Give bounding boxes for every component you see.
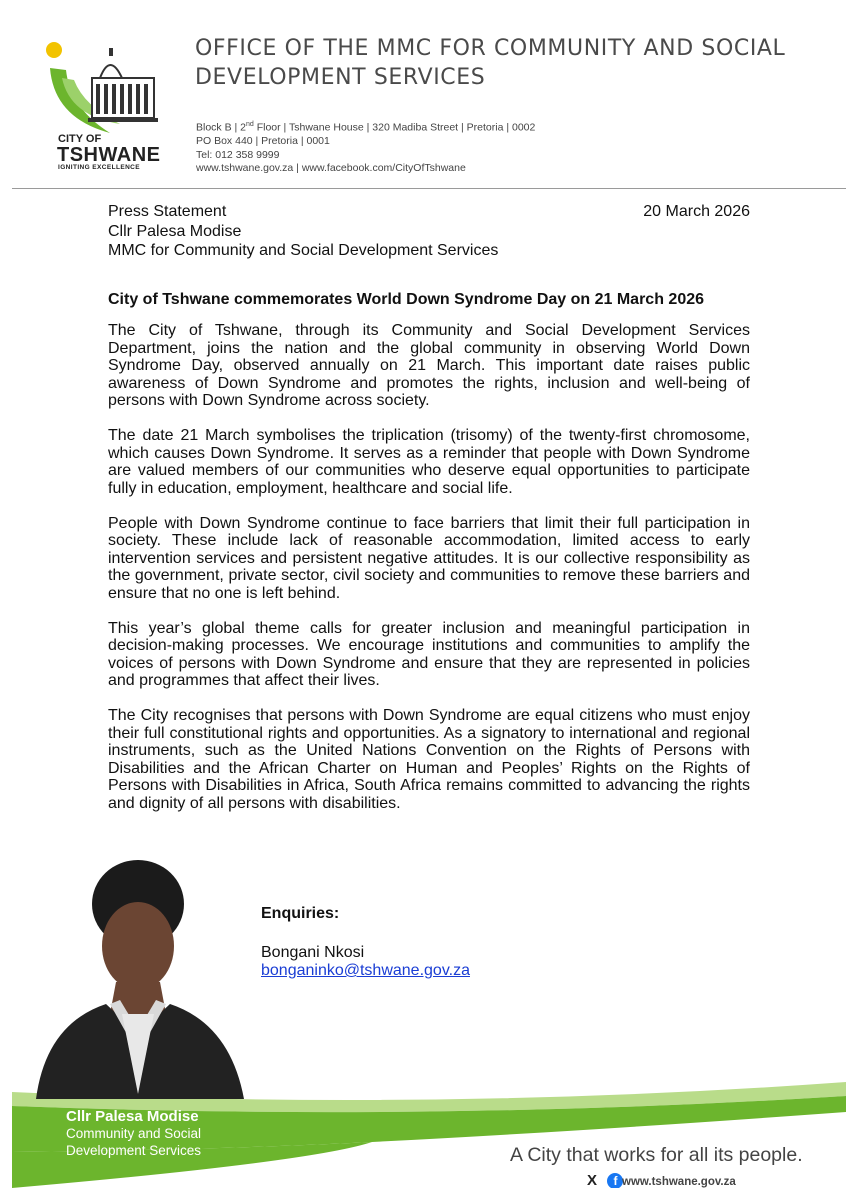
paragraph: The City of Tshwane, through its Community and Social Development Services Department, joins the nation and the global community in observing World Down Syndrome Day, observed annually on 21 March. This important date raises public awareness of Down Syndrome and promotes the rights, inclusion and well-being of persons with Down Syndrome across society.: [108, 322, 750, 409]
footer-website[interactable]: www.tshwane.gov.za: [622, 1176, 736, 1188]
office-title-line2: DEVELOPMENT SERVICES: [195, 65, 486, 90]
statement-date: 20 March 2026: [643, 203, 750, 220]
telephone: Tel: 012 358 9999: [196, 148, 280, 161]
enquiries-label: Enquiries:: [261, 905, 340, 922]
paragraph: This year’s global theme calls for greater inclusion and meaningful participation in decision-making processes. We encourage institutions and communities to amplify the voices of persons with Down Syndrome and ensure that they are represented in policies and programmes that affect their lives.: [108, 619, 750, 689]
po-box: PO Box 440 | Pretoria | 0001: [196, 135, 330, 147]
social-icons: [587, 1172, 623, 1188]
statement-meta: [108, 202, 750, 261]
paragraph: The date 21 March symbolises the triplication (trisomy) of the twenty-first chromosome, which causes Down Syndrome. It serves as a reminder that people with Down Syndrome are valued members of our communities who deserve equal opportunities to participate fully in education, employment, healthcare and social life.: [108, 427, 750, 497]
enquiries-name: Bongani Nkosi: [261, 944, 365, 961]
logo-city-of: CITY OF: [58, 133, 102, 145]
author: Cllr Palesa Modise: [108, 222, 242, 240]
enquiries-email-link[interactable]: bonganinko@tshwane.gov.za: [261, 962, 470, 979]
logo-name: TSHWANE: [57, 144, 161, 166]
enquiries: [261, 905, 470, 980]
logo-tagline: IGNITING EXCELLENCE: [58, 164, 140, 171]
address: [196, 118, 535, 135]
department-line1: Community and Social: [66, 1126, 202, 1141]
office-title: [195, 34, 835, 92]
address-superscript: nd: [246, 121, 254, 128]
councillor-caption: [66, 1108, 201, 1159]
author-role: MMC for Community and Social Development Services: [108, 242, 499, 259]
address-part2: Floor | Tshwane House | 320 Madiba Street | Pretoria | 0002: [253, 121, 536, 134]
facebook-icon[interactable]: f: [607, 1173, 623, 1188]
press-statement-page: [12, 12, 846, 1188]
headline: City of Tshwane commemorates World Down Syndrome Day on 21 March 2026: [108, 291, 705, 308]
letterhead: [12, 12, 846, 189]
x-icon[interactable]: X: [587, 1172, 598, 1188]
department-line2: Development Services: [66, 1143, 202, 1158]
councillor-name: Cllr Palesa Modise: [66, 1108, 199, 1125]
portrait-icon: [26, 854, 254, 1099]
contact-details: [196, 118, 535, 176]
councillor-photo: [26, 854, 254, 1099]
address-part1: Block B | 2: [196, 121, 246, 134]
paragraph: People with Down Syndrome continue to face barriers that limit their full participation in society. These include lack of reasonable accommodation, limited access to early intervention services and persistent negative attitudes. It is our collective responsibility as the government, private sector, civil society and communities to remove these barriers and ensure that no one is left behind.: [108, 514, 750, 602]
office-title-line1: OFFICE OF THE MMC FOR COMMUNITY AND SOCIAL: [195, 36, 786, 61]
web-links[interactable]: www.tshwane.gov.za | www.facebook.com/CityOfTshwane: [196, 162, 466, 174]
paragraph: The City recognises that persons with Down Syndrome are equal citizens who must enjoy their full constitutional rights and opportunities. As a signatory to international and regional instruments, such as the United Nations Convention on the Rights of Persons with Disabilities and the African Charter on Human and Peoples’ Rights on the Rights of Persons with Disabilities in Africa, South Africa remains committed to advancing the rights and dignity of all persons with disabilities.: [108, 707, 750, 812]
statement-body: [108, 322, 750, 830]
tshwane-logo: [40, 38, 180, 171]
statement-type: Press Statement: [108, 203, 227, 220]
slogan: A City that works for all its people.: [510, 1144, 803, 1166]
